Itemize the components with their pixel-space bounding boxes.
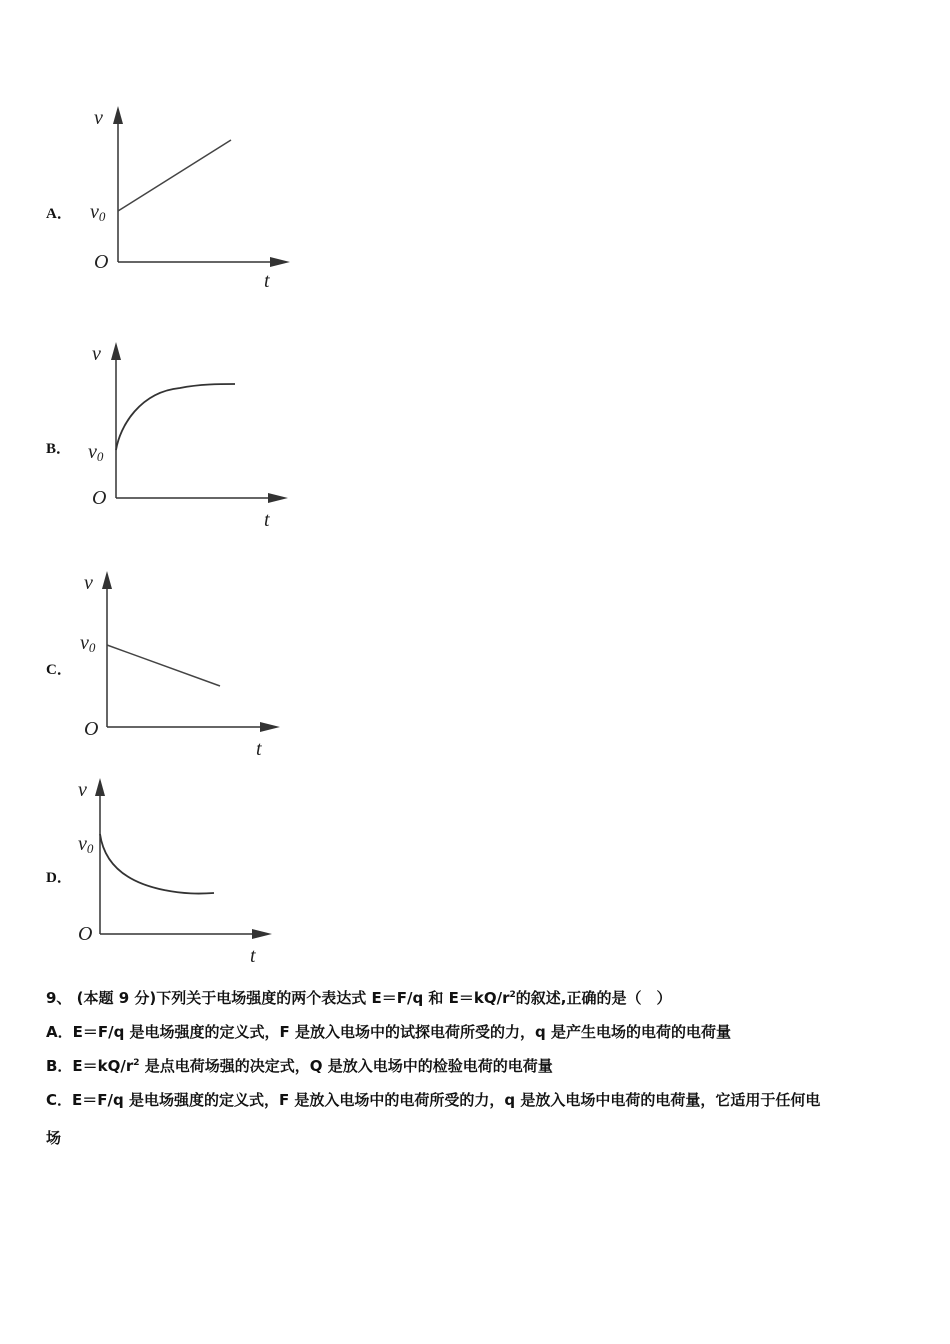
question-text-prefix: (本题 9 分)下列关于电场强度的两个表达式 E＝F/q 和 E＝kQ/r [76, 989, 510, 1007]
t-axis-arrow [252, 929, 272, 939]
t-axis-arrow [260, 722, 280, 732]
graph-c-svg [80, 565, 300, 765]
curve-b [116, 384, 235, 450]
graph-b-svg [80, 336, 300, 536]
curve-c [107, 645, 220, 686]
v-axis-label: v [84, 572, 93, 594]
curve-a [118, 140, 231, 211]
v-axis-arrow [111, 342, 121, 360]
origin-label: O [84, 718, 99, 740]
v0-label: v0 [88, 441, 104, 464]
graph-a-svg [80, 100, 300, 300]
option-d-label: D． [46, 870, 72, 886]
question-9-option-c-line1: C．E＝F/q 是电场强度的定义式，F 是放入电场中的电荷所受的力，q 是放入电场中电荷的电荷量，它适用于任何电 [46, 1091, 821, 1109]
v-axis-arrow [102, 571, 112, 589]
question-number: 9、 [46, 989, 72, 1007]
v-axis-arrow [113, 106, 123, 124]
graph-a [80, 100, 300, 300]
question-9-option-b [46, 1055, 553, 1076]
option-a-label: A． [46, 206, 72, 222]
question-9-option-a: A．E＝F/q 是电场强度的定义式，F 是放入电场中的试探电荷所受的力，q 是产生电场的电荷的电荷量 [46, 1023, 731, 1041]
v0-label: v0 [80, 632, 96, 655]
origin-label: O [78, 923, 93, 945]
option-c-label: C． [46, 662, 72, 678]
v-axis-label: v [94, 107, 103, 129]
v-axis-label: v [92, 343, 101, 365]
graph-d-svg [74, 772, 294, 972]
t-axis-label: t [264, 509, 270, 531]
v-axis-label: v [78, 779, 87, 801]
v-axis-arrow [95, 778, 105, 796]
graph-c [80, 565, 300, 765]
curve-d [100, 834, 214, 894]
t-axis-label: t [256, 738, 262, 760]
v0-label: v0 [78, 833, 94, 856]
v0-label: v0 [90, 201, 106, 224]
option-b-suffix: 是点电荷场强的决定式，Q 是放入电场中的检验电荷的电荷量 [139, 1057, 553, 1075]
origin-label: O [92, 487, 107, 509]
question-text-suffix: 的叙述,正确的是（ ） [515, 989, 672, 1007]
question-9-option-c-line2: 场 [46, 1129, 62, 1147]
option-b-label: B． [46, 441, 72, 457]
option-b-prefix: B．E＝kQ/r [46, 1057, 134, 1075]
exponent: 2 [509, 990, 516, 1000]
graph-d [74, 772, 294, 972]
exponent: 2 [133, 1058, 140, 1068]
t-axis-label: t [264, 270, 270, 292]
t-axis-arrow [268, 493, 288, 503]
t-axis-label: t [250, 945, 256, 967]
question-9-stem [46, 987, 671, 1008]
origin-label: O [94, 251, 109, 273]
graph-b [80, 336, 300, 536]
t-axis-arrow [270, 257, 290, 267]
